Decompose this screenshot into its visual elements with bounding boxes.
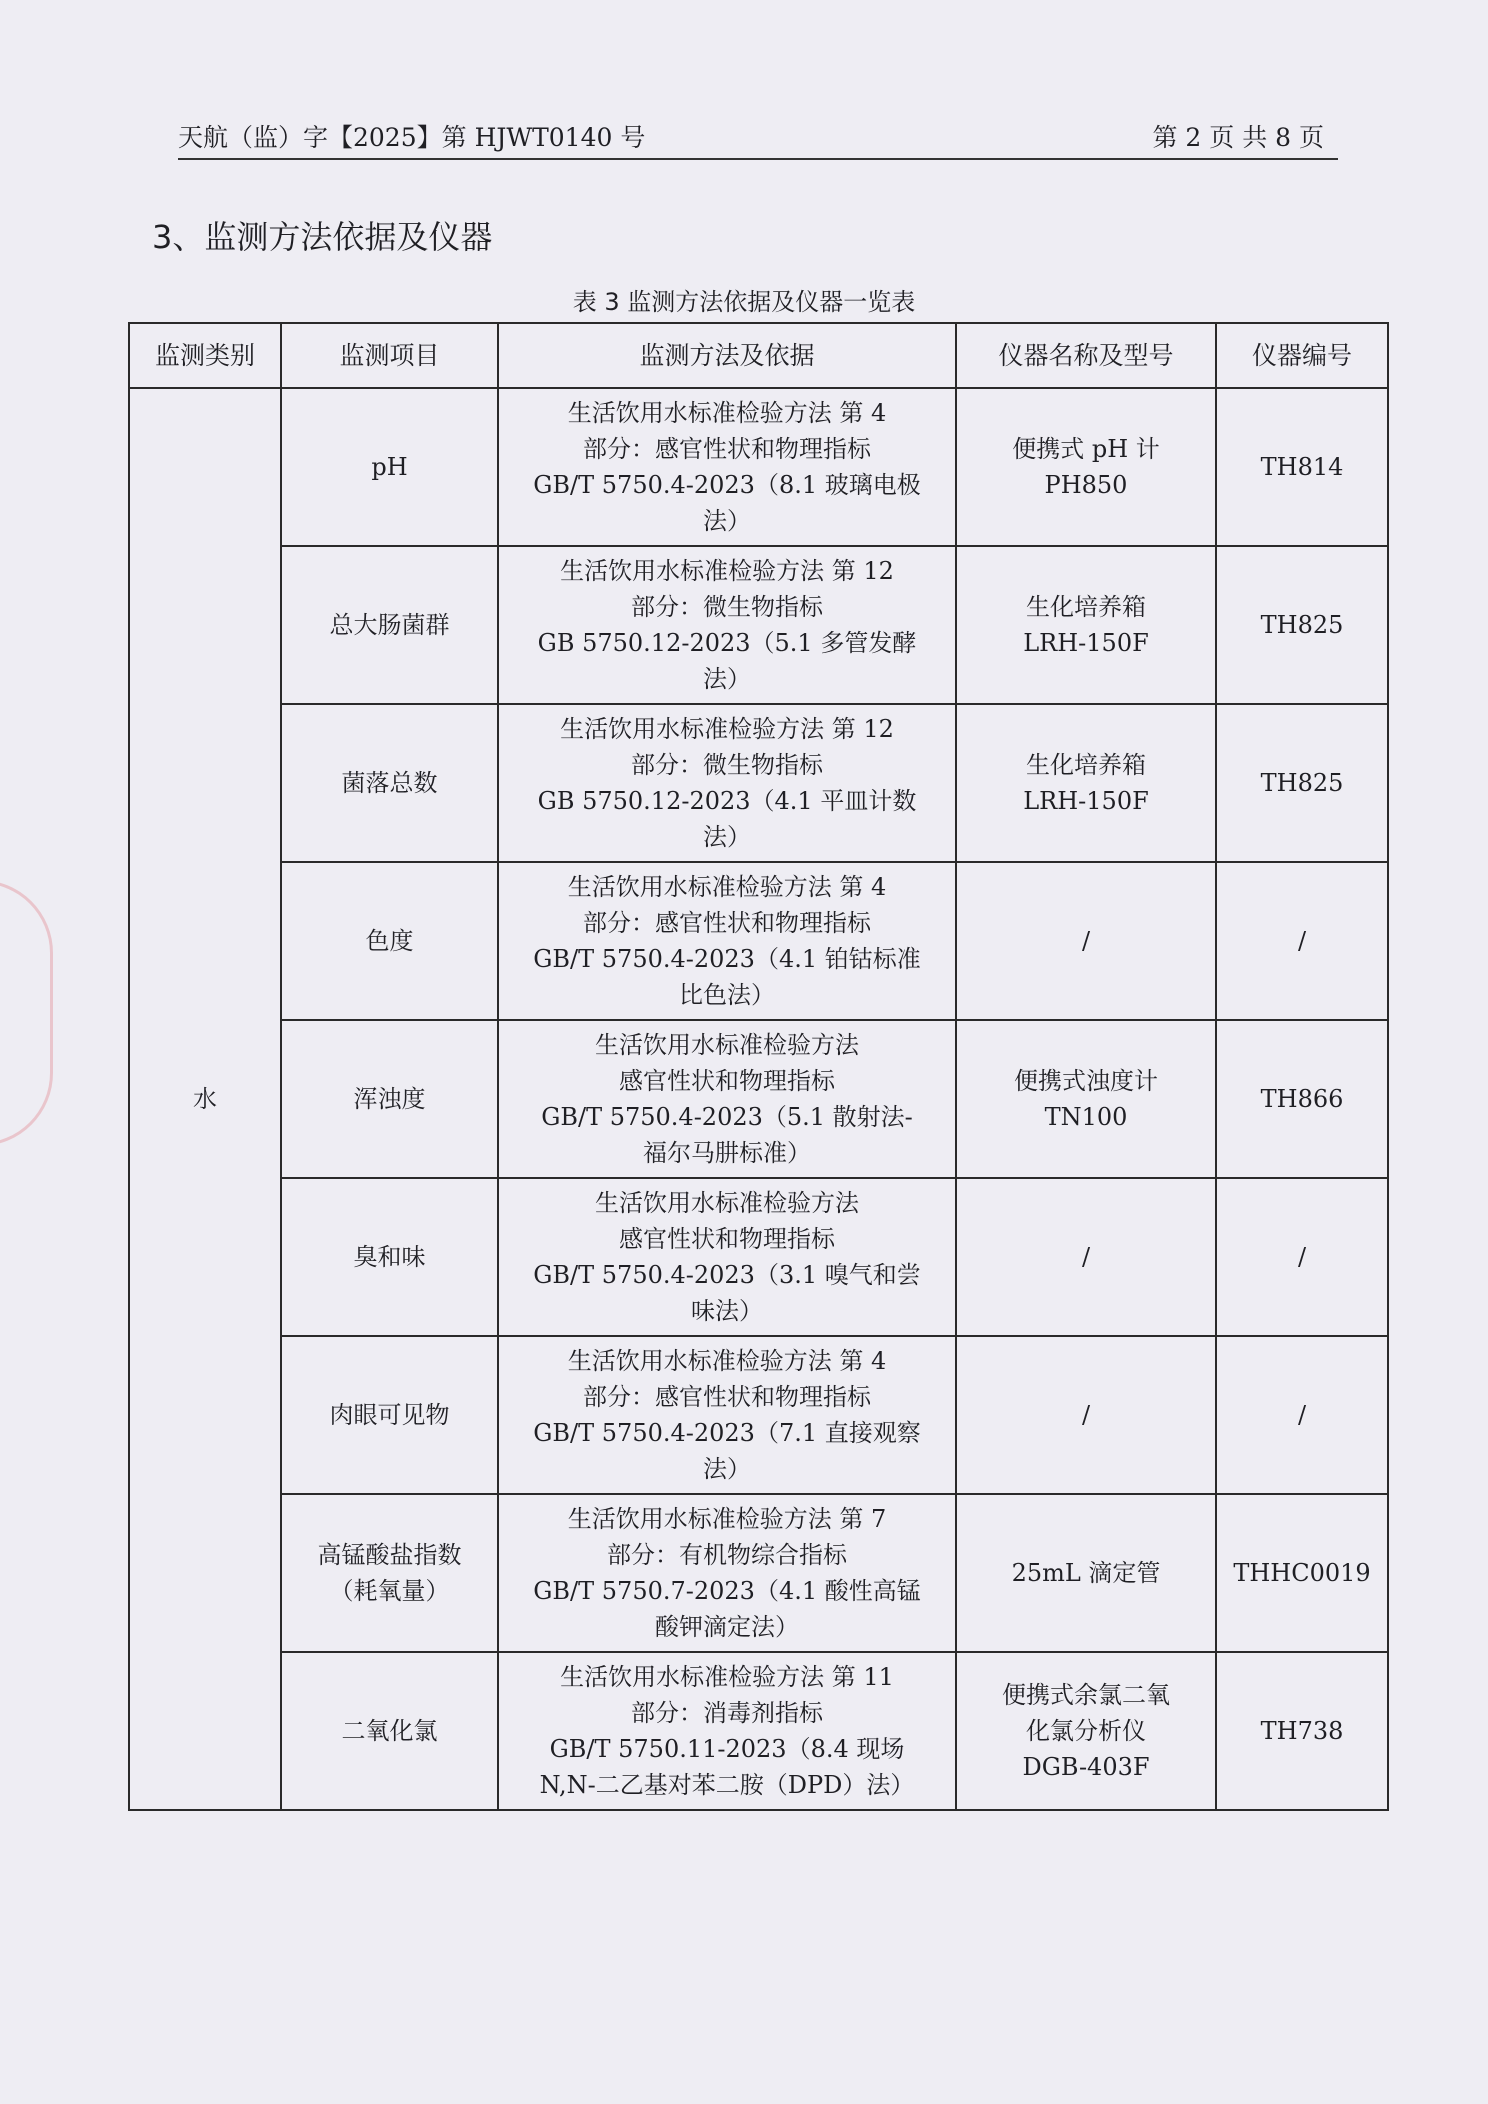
instrument-cell [956,862,1216,1020]
method-cell-line: 部分：消毒剂指标 [631,1699,823,1727]
method-cell [498,1178,956,1336]
method-cell-line: 比色法） [679,981,775,1009]
table-body [129,388,1388,1810]
item-cell-line: 二氧化氯 [341,1717,438,1745]
table-row [129,1494,1388,1652]
method-cell-line: 味法） [691,1297,763,1325]
instrument-no-cell: THHC0019 [1216,1494,1388,1652]
item-cell [281,1336,498,1494]
instrument-cell-line: / [1081,1401,1091,1429]
method-cell-line: 部分：微生物指标 [631,593,823,621]
section-title: 3、监测方法依据及仪器 [152,218,493,256]
method-cell-line: 部分：感官性状和物理指标 [583,435,871,463]
method-cell-line: 部分：感官性状和物理指标 [583,1383,871,1411]
item-cell-line: （耗氧量） [329,1577,450,1605]
item-cell [281,704,498,862]
instrument-no-cell: TH814 [1216,388,1388,546]
instrument-cell-line: 生化培养箱 [1026,593,1146,621]
instrument-cell-line: 化氯分析仪 [1026,1717,1146,1745]
method-cell-line: 生活饮用水标准检验方法 第 4 [567,1347,887,1375]
item-cell-line: 总大肠菌群 [329,611,450,639]
method-cell [498,1336,956,1494]
red-seal-stamp-fragment [0,880,53,1146]
instrument-cell-line: TN100 [1044,1103,1128,1131]
monitoring-methods-table [128,322,1389,1811]
item-cell-line: 色度 [365,927,414,955]
table-row [129,1020,1388,1178]
instrument-cell [956,546,1216,704]
header-instrument: 仪器名称及型号 [956,323,1216,388]
instrument-no-cell: TH825 [1216,546,1388,704]
instrument-cell-line: 25mL 滴定管 [1011,1559,1161,1587]
instrument-cell-line: / [1081,927,1091,955]
method-cell-line: 法） [703,665,751,693]
table-row [129,862,1388,1020]
item-cell [281,388,498,546]
instrument-cell [956,704,1216,862]
method-cell-line: GB/T 5750.4-2023（7.1 直接观察 [533,1419,921,1447]
method-cell [498,862,956,1020]
table-caption: 表 3 监测方法依据及仪器一览表 [572,288,916,316]
instrument-no-cell: TH866 [1216,1020,1388,1178]
page-info: 第 2 页 共 8 页 [1152,123,1324,152]
method-cell-line: 生活饮用水标准检验方法 第 4 [567,399,887,427]
method-cell-line: 生活饮用水标准检验方法 第 4 [567,873,887,901]
header-instrument-no: 仪器编号 [1216,323,1388,388]
method-cell-line: 福尔马肼标准） [643,1139,811,1167]
instrument-cell-line: / [1081,1243,1091,1271]
method-cell-line: GB/T 5750.4-2023（4.1 铂钴标准 [533,945,921,973]
method-cell-line: 部分：有机物综合指标 [607,1541,847,1569]
instrument-cell-line: 便携式浊度计 [1014,1067,1158,1095]
instrument-cell-line: 便携式余氯二氧 [1002,1681,1170,1709]
table-header-row [129,323,1388,388]
item-cell-line: 菌落总数 [341,769,438,797]
method-cell-line: 部分：微生物指标 [631,751,823,779]
method-cell-line: 酸钾滴定法） [655,1613,799,1641]
table-row [129,388,1388,546]
method-cell-line: GB/T 5750.4-2023（3.1 嗅气和尝 [533,1261,921,1289]
method-cell [498,546,956,704]
method-cell-line: GB 5750.12-2023（4.1 平皿计数 [537,787,917,815]
method-cell [498,1652,956,1810]
instrument-no-cell: TH738 [1216,1652,1388,1810]
instrument-no-cell: / [1216,1336,1388,1494]
method-cell-line: 生活饮用水标准检验方法 [595,1031,859,1059]
instrument-cell [956,1020,1216,1178]
method-cell-line: 生活饮用水标准检验方法 [595,1189,859,1217]
instrument-cell-line: PH850 [1044,471,1128,499]
method-cell-line: 生活饮用水标准检验方法 第 12 [560,557,894,585]
table-row [129,1652,1388,1810]
method-cell-line: N,N-二乙基对苯二胺（DPD）法） [539,1771,915,1799]
instrument-no-cell: / [1216,1178,1388,1336]
method-cell [498,1020,956,1178]
method-cell [498,704,956,862]
instrument-cell [956,1652,1216,1810]
method-cell-line: 法） [703,823,751,851]
instrument-cell [956,1494,1216,1652]
method-cell-line: 生活饮用水标准检验方法 第 12 [560,715,894,743]
category-cell: 水 [129,388,281,1810]
method-cell-line: 法） [703,1455,751,1483]
item-cell [281,546,498,704]
table-row [129,546,1388,704]
header-method: 监测方法及依据 [498,323,956,388]
method-cell-line: 生活饮用水标准检验方法 第 7 [567,1505,887,1533]
table-row [129,1336,1388,1494]
method-cell [498,388,956,546]
item-cell-line: 臭和味 [353,1243,426,1271]
item-cell-line: 高锰酸盐指数 [317,1541,462,1569]
method-cell-line: 感官性状和物理指标 [619,1067,835,1095]
page-header [178,118,1338,160]
instrument-cell-line: 便携式 pH 计 [1012,435,1160,463]
method-cell-line: GB 5750.12-2023（5.1 多管发酵 [537,629,917,657]
method-cell [498,1494,956,1652]
item-cell [281,1494,498,1652]
item-cell [281,1020,498,1178]
item-cell [281,1652,498,1810]
instrument-no-cell: / [1216,862,1388,1020]
method-cell-line: GB/T 5750.4-2023（5.1 散射法- [541,1103,913,1131]
method-cell-line: 生活饮用水标准检验方法 第 11 [560,1663,894,1691]
item-cell-line: 浑浊度 [353,1085,426,1113]
instrument-no-cell: TH825 [1216,704,1388,862]
instrument-cell [956,388,1216,546]
method-cell-line: GB/T 5750.11-2023（8.4 现场 [549,1735,905,1763]
method-cell-line: GB/T 5750.7-2023（4.1 酸性高锰 [533,1577,921,1605]
method-cell-line: 部分：感官性状和物理指标 [583,909,871,937]
table-row [129,704,1388,862]
method-cell-line: GB/T 5750.4-2023（8.1 玻璃电极 [533,471,921,499]
item-cell-line: 肉眼可见物 [329,1401,450,1429]
method-cell-line: 感官性状和物理指标 [619,1225,835,1253]
instrument-cell-line: LRH-150F [1023,787,1149,815]
method-cell-line: 法） [703,507,751,535]
doc-number: 天航（监）字【2025】第 HJWT0140 号 [178,123,646,152]
item-cell [281,862,498,1020]
header-item: 监测项目 [281,323,498,388]
instrument-cell [956,1336,1216,1494]
item-cell-line: pH [371,453,408,481]
table-row [129,1178,1388,1336]
instrument-cell-line: 生化培养箱 [1026,751,1146,779]
instrument-cell [956,1178,1216,1336]
header-category: 监测类别 [129,323,281,388]
instrument-cell-line: LRH-150F [1023,629,1149,657]
item-cell [281,1178,498,1336]
instrument-cell-line: DGB-403F [1022,1753,1150,1781]
